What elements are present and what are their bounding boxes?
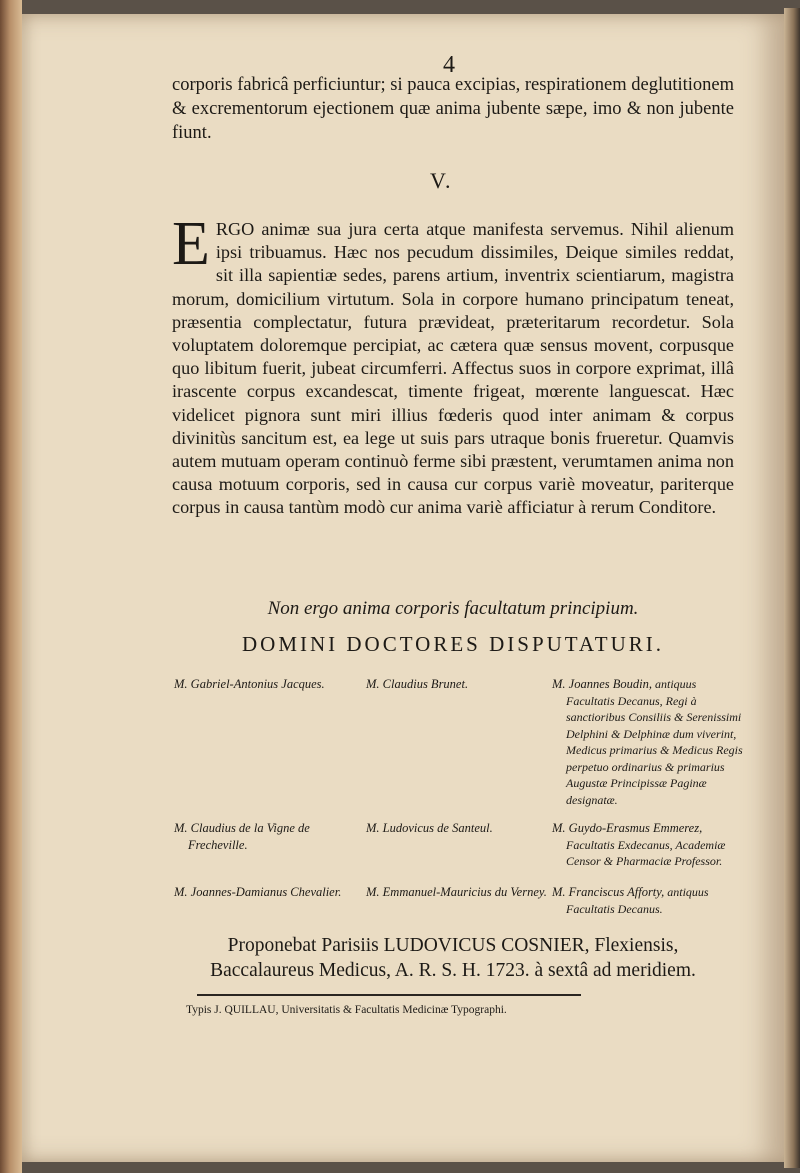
book-spine: [0, 0, 22, 1173]
doctor-entry: M. Franciscus Afforty, antiquus Facultatis Decanus.: [552, 885, 709, 916]
section-paragraph: [172, 210, 734, 520]
page-number: 4: [443, 52, 455, 78]
doctor-entry: M. Ludovicus de Santeul.: [366, 821, 493, 835]
doctor-entry: M. Gabriel-Antonius Jacques.: [174, 677, 325, 691]
doctor-entry: M. Claudius Brunet.: [366, 677, 469, 691]
printer-imprint: Typis J. QUILLAU, Universitatis & Facultatis Medicinæ Typographi.: [186, 1004, 507, 1016]
defense-notice: [172, 933, 734, 983]
book-page-edges: [784, 8, 800, 1168]
defense-notice-line-1: Proponebat Parisiis LUDOVICUS COSNIER, Flexiensis,: [227, 935, 679, 956]
doctor-entry: M. Guydo-Erasmus Emmerez, Facultatis Exdecanus, Academiæ Censor & Pharmaciæ Professor.: [552, 821, 726, 868]
doctor-entry: M. Claudius de la Vigne de Frecheville.: [174, 821, 310, 852]
doctor-entry: M. Emmanuel-Mauricius du Verney.: [366, 885, 547, 899]
doctor-entry: M. Joannes Boudin, antiquus Facultatis Decanus, Regi à sanctioribus Consiliis & Serenissimi Delphini & Delphinæ dum viverint, Medicus primarius & Medicus Regis perpetuo ordinarius & primarius Augustæ Principissæ Paginæ designatæ.: [552, 677, 743, 807]
section-paragraph-text: RGO animæ sua jura certa atque manifesta servemus. Nihil alienum ipsi tribuamus. Hæc nos pecudum dissimiles, Deique similes reddat, sit illa sapientiæ sedes, parens artium, inventrix scientiarum, magistra morum, domicilium virtutum. Sola in corpore humano principatum teneat, præsentia complectatur, futura prævideat, præteritarum recordetur. Sola voluptatem doloremque percipiat, ac cætera quæ sensus movent, corpusque quo libitum fuerit, jubeat circumferri. Affectus suos in corpore exprimat, illâ irascente corpus excandescat, timente frigeat, mœrente languescat. Hæc videlicet pignora sunt miri illius fœderis quod inter animam & corpus divinitùs sancitum est, ea lege ut suis pars utraque bonis frueretur. Quamvis autem mutuam operam continuò ferme sibi præstent, verumtamen anima non causa motuum corporis, sed in causa cur corpus variè moveatur, pariterque corpus in causa tantùm modò cur anima variè afficiatur à rerum Conditore.: [172, 219, 734, 518]
drop-cap: E: [172, 210, 210, 278]
doctors-heading: DOMINI DOCTORES DISPUTATURI.: [241, 632, 665, 656]
defense-notice-line-2: Baccalaureus Medicus, A. R. S. H. 1723. à sextâ ad meridiem.: [210, 960, 696, 981]
continued-paragraph: corporis fabricâ perficiuntur; si pauca excipias, respirationem deglutitionem & excrementorum ejectionem quæ anima jubente sæpe, imo & non jubente fiunt.: [172, 75, 734, 143]
book-page: [22, 14, 784, 1162]
divider-rule: [197, 994, 581, 996]
thesis-conclusion: Non ergo anima corporis facultatum principium.: [267, 598, 639, 619]
doctor-entry: M. Joannes-Damianus Chevalier.: [174, 885, 342, 899]
section-number: V.: [430, 168, 453, 193]
